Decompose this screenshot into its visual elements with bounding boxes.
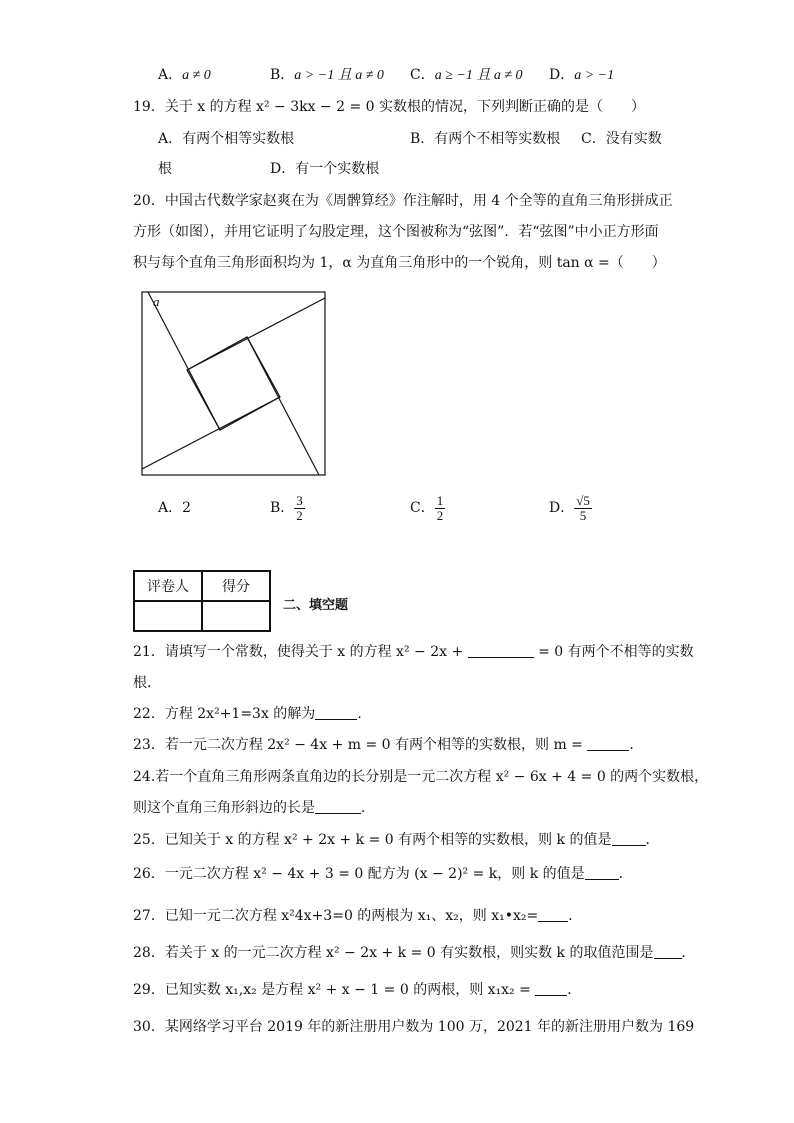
outer-square [142, 292, 325, 475]
q24-answer-blank[interactable] [315, 799, 361, 814]
q23-answer-blank[interactable] [587, 736, 629, 751]
q22-answer-blank[interactable] [315, 705, 357, 720]
q21-stem-continued: 根． [133, 675, 161, 691]
q19-option-b: B．有两个不相等实数根 [410, 131, 561, 147]
inner-square [187, 337, 280, 430]
q24-stem-line1: 24.若一个直角三角形两条直角边的长分别是一元二次方程 x² − 6x + 4 = 0 的两个实数根， [133, 769, 709, 785]
q23-stem: 23．若一元二次方程 2x² − 4x + m = 0 有两个相等的实数根，则 m = ． [133, 737, 644, 753]
q22-stem: 22．方程 2x²+1=3x 的解为 ． [133, 706, 372, 722]
q28-answer-blank[interactable] [654, 944, 682, 959]
score-table-score-header: 得分 [202, 571, 270, 601]
q19-option-c-continued: 根 [158, 161, 172, 177]
q19-stem: 19．关于 x 的方程 x² − 3kx − 2 = 0 实数根的情况，下列判断正确的是（ ） [133, 99, 646, 115]
angle-alpha-label: a [153, 294, 160, 309]
q26-stem: 26．一元二次方程 x² − 4x + 3 = 0 配方为 (x − 2)² = k，则 k 的值是 ． [133, 866, 633, 882]
q20-option-d: D． $\frac{√5}{5}$ [549, 492, 590, 523]
q25-answer-blank[interactable] [612, 831, 646, 846]
q18-option-d: D．a > −1 [549, 67, 615, 83]
q20-option-a: A．2 [158, 500, 192, 516]
q20-stem-line2: 方形（如图），并用它证明了勾股定理，这个图被称为“弦图”．若“弦图”中小正方形面 [133, 224, 659, 240]
q24-stem-line2: 则这个直角三角形斜边的长是 ． [133, 800, 375, 816]
q18-option-b: B．a > −1 且 a ≠ 0 [270, 67, 384, 83]
q20-option-c: C． $\frac{1}{2}$ [410, 492, 444, 523]
q29-stem: 29．已知实数 x₁,x₂ 是方程 x² + x − 1 = 0 的两根，则 x₁x₂ = ． [133, 982, 582, 998]
q28-stem: 28．若关于 x 的一元二次方程 x² − 2x + k = 0 有实数根，则实数 k 的取值范围是 ． [133, 945, 696, 961]
q18-option-a: A．a ≠ 0 [158, 67, 211, 83]
q26-answer-blank[interactable] [585, 865, 619, 880]
q20-stem-line3: 积与每个直角三角形面积均为 1，α 为直角三角形中的一个锐角，则 tan α =（ ） [133, 255, 666, 271]
score-table-grader-header: 评卷人 [134, 571, 202, 601]
chord-figure [138, 288, 330, 478]
q29-answer-blank[interactable] [535, 981, 567, 996]
score-table [133, 570, 271, 632]
q19-option-a: A．有两个相等实数根 [158, 131, 295, 147]
q21-stem: 21．请填写一个常数，使得关于 x 的方程 x² − 2x + = 0 有两个不相等的实数 [133, 644, 694, 660]
q25-stem: 25．已知关于 x 的方程 x² + 2x + k = 0 有两个相等的实数根，则 k 的值是 ． [133, 832, 660, 848]
q19-option-d: D．有一个实数根 [270, 161, 380, 177]
q18-option-c: C．a ≥ −1 且 a ≠ 0 [410, 67, 523, 83]
q27-answer-blank[interactable] [538, 907, 568, 922]
q27-stem: 27．已知一元二次方程 x²4x+3=0 的两根为 x₁、x₂，则 x₁•x₂= ． [133, 908, 583, 924]
q20-option-b: B． $\frac{3}{2}$ [270, 492, 303, 523]
q20-stem-line1: 20．中国古代数学家赵爽在为《周髀算经》作注解时，用 4 个全等的直角三角形拼成正 [133, 193, 673, 209]
score-table-score-cell[interactable] [202, 601, 270, 631]
q21-answer-blank[interactable] [468, 643, 534, 658]
q19-option-c: C．没有实数 [581, 131, 662, 147]
q30-stem: 30．某网络学习平台 2019 年的新注册用户数为 100 万，2021 年的新注册用户数为 169 [133, 1019, 695, 1035]
section-title: 二、填空题 [283, 598, 349, 613]
score-table-grader-cell[interactable] [134, 601, 202, 631]
